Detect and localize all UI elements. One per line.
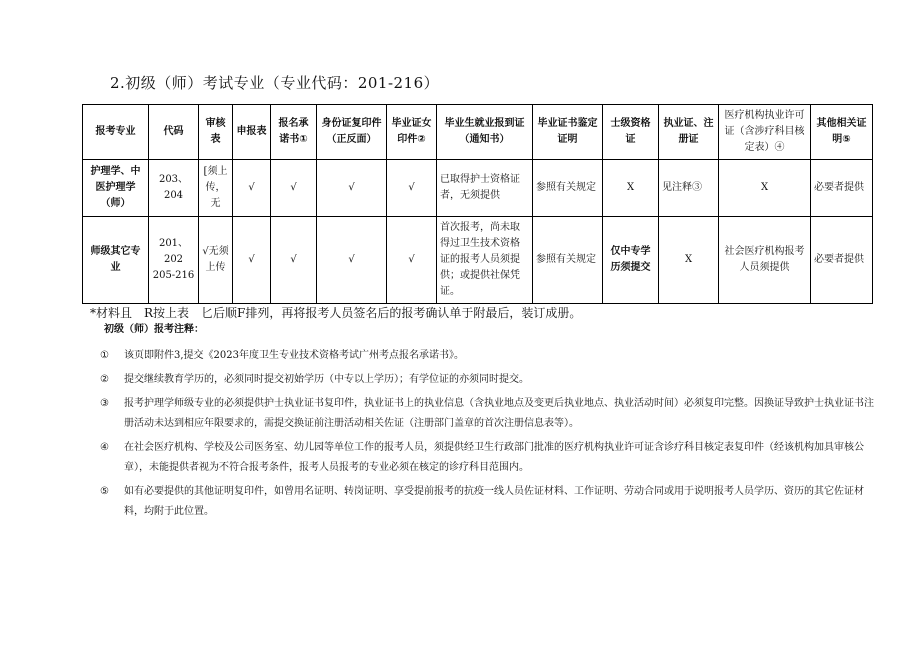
note-item [100, 482, 880, 522]
cell-institution: 社会医疗机构报考人员须提供 [719, 217, 811, 304]
header-cell: 代码 [149, 105, 199, 160]
notes-list [100, 346, 880, 526]
note-text: 该页即附件3,提交《2023年度卫生专业技术资格考试广州考点报名承诺书》。 [124, 350, 464, 361]
header-cell: 其他相关证明⑤ [811, 105, 873, 160]
note-item [100, 370, 880, 390]
header-cell: 申报表 [233, 105, 271, 160]
footnote-arrangement: *材料且 R按上表 匕后顺F排列，再将报考人员签名后的报考确认单于附最后，装订成册。 [90, 306, 582, 320]
header-cell: 报考专业 [83, 105, 149, 160]
note-text: 如有必要提供的其他证明复印件，如曾用名证明、转岗证明、享受提前报考的抗疫一线人员佐证材料、工作证明、劳动合同或用于说明报考人员学历、资历的其它佐证材料，均附于此位置。 [124, 486, 864, 517]
table-header-row [83, 105, 873, 160]
section-title: 2.初级（师）考试专业（专业代码：201-216） [110, 74, 440, 92]
cell-audit: √无须上传 [199, 217, 233, 304]
note-number: ④ [100, 442, 109, 453]
cell-employment: 已取得护士资格证者，无须提供 [437, 160, 533, 217]
cell-verify: 参照有关规定 [533, 217, 603, 304]
header-cell: 士级资格证 [603, 105, 659, 160]
cell-promise: √ [271, 217, 317, 304]
cell-employment: 首次报考，尚未取得过卫生技术资格证的报考人员须提供；或提供社保凭证。 [437, 217, 533, 304]
requirements-table [82, 104, 873, 304]
header-cell: 报名承诺书① [271, 105, 317, 160]
cell-qualification: X [603, 160, 659, 217]
header-cell: 身份证复印件（正反面） [317, 105, 387, 160]
cell-institution: X [719, 160, 811, 217]
cell-other: 必要者提供 [811, 217, 873, 304]
note-item [100, 346, 880, 366]
header-cell: 审核表 [199, 105, 233, 160]
header-cell: 医疗机构执业许可证（含涉疗科目核定表）④ [719, 105, 811, 160]
cell-apply: √ [233, 217, 271, 304]
cell-qualification: 仅中专学历须提交 [603, 217, 659, 304]
cell-license: 见注释③ [659, 160, 719, 217]
cell-diploma: √ [387, 217, 437, 304]
header-cell: 毕业生就业报到证（通知书） [437, 105, 533, 160]
table-row [83, 160, 873, 217]
header-cell: 毕业证书鉴定证明 [533, 105, 603, 160]
header-cell: 毕业证女印件② [387, 105, 437, 160]
notes-heading: 初级（师）报考注释： [104, 324, 204, 335]
cell-code: 201、202 205-216 [149, 217, 199, 304]
cell-apply: √ [233, 160, 271, 217]
cell-license: X [659, 217, 719, 304]
note-text: 报考护理学师级专业的必须提供护士执业证书复印件，执业证书上的执业信息（含执业地点及变更后执业地点、执业活动时间）必须复印完整。因换证导致护士执业证书注册活动未达到相应年限要求的，需提交换证前注册活动相关佐证（注册部门盖章的首次注册信息表等）。 [124, 398, 874, 429]
cell-code: 203、204 [149, 160, 199, 217]
note-number: ② [100, 374, 109, 385]
note-text: 提交继续教育学历的，必须同时提交初始学历（中专以上学历）；有学位证的亦须同时提交。 [124, 374, 529, 385]
cell-major: 师级其它专业 [83, 217, 149, 304]
note-item [100, 394, 880, 434]
note-text: 在社会医疗机构、学校及公司医务室、幼儿园等单位工作的报考人员，须提供经卫生行政部门批准的医疗机构执业许可证含诊疗科目核定表复印件（经该机构加具审核公章），未能提供者视为不符合报考条件，报考人员报考的专业必须在核定的诊疗科目范围内。 [124, 442, 864, 473]
header-cell: 执业证、注册证 [659, 105, 719, 160]
note-number: ③ [100, 398, 109, 409]
cell-diploma: √ [387, 160, 437, 217]
note-number: ⑤ [100, 486, 109, 497]
cell-major: 护理学、中医护理学（师） [83, 160, 149, 217]
cell-id-copy: √ [317, 217, 387, 304]
note-item [100, 438, 880, 478]
table-row [83, 217, 873, 304]
cell-id-copy: √ [317, 160, 387, 217]
cell-verify: 参照有关规定 [533, 160, 603, 217]
cell-promise: √ [271, 160, 317, 217]
note-number: ① [100, 350, 109, 361]
cell-other: 必要者提供 [811, 160, 873, 217]
cell-audit: [须上传，无 [199, 160, 233, 217]
